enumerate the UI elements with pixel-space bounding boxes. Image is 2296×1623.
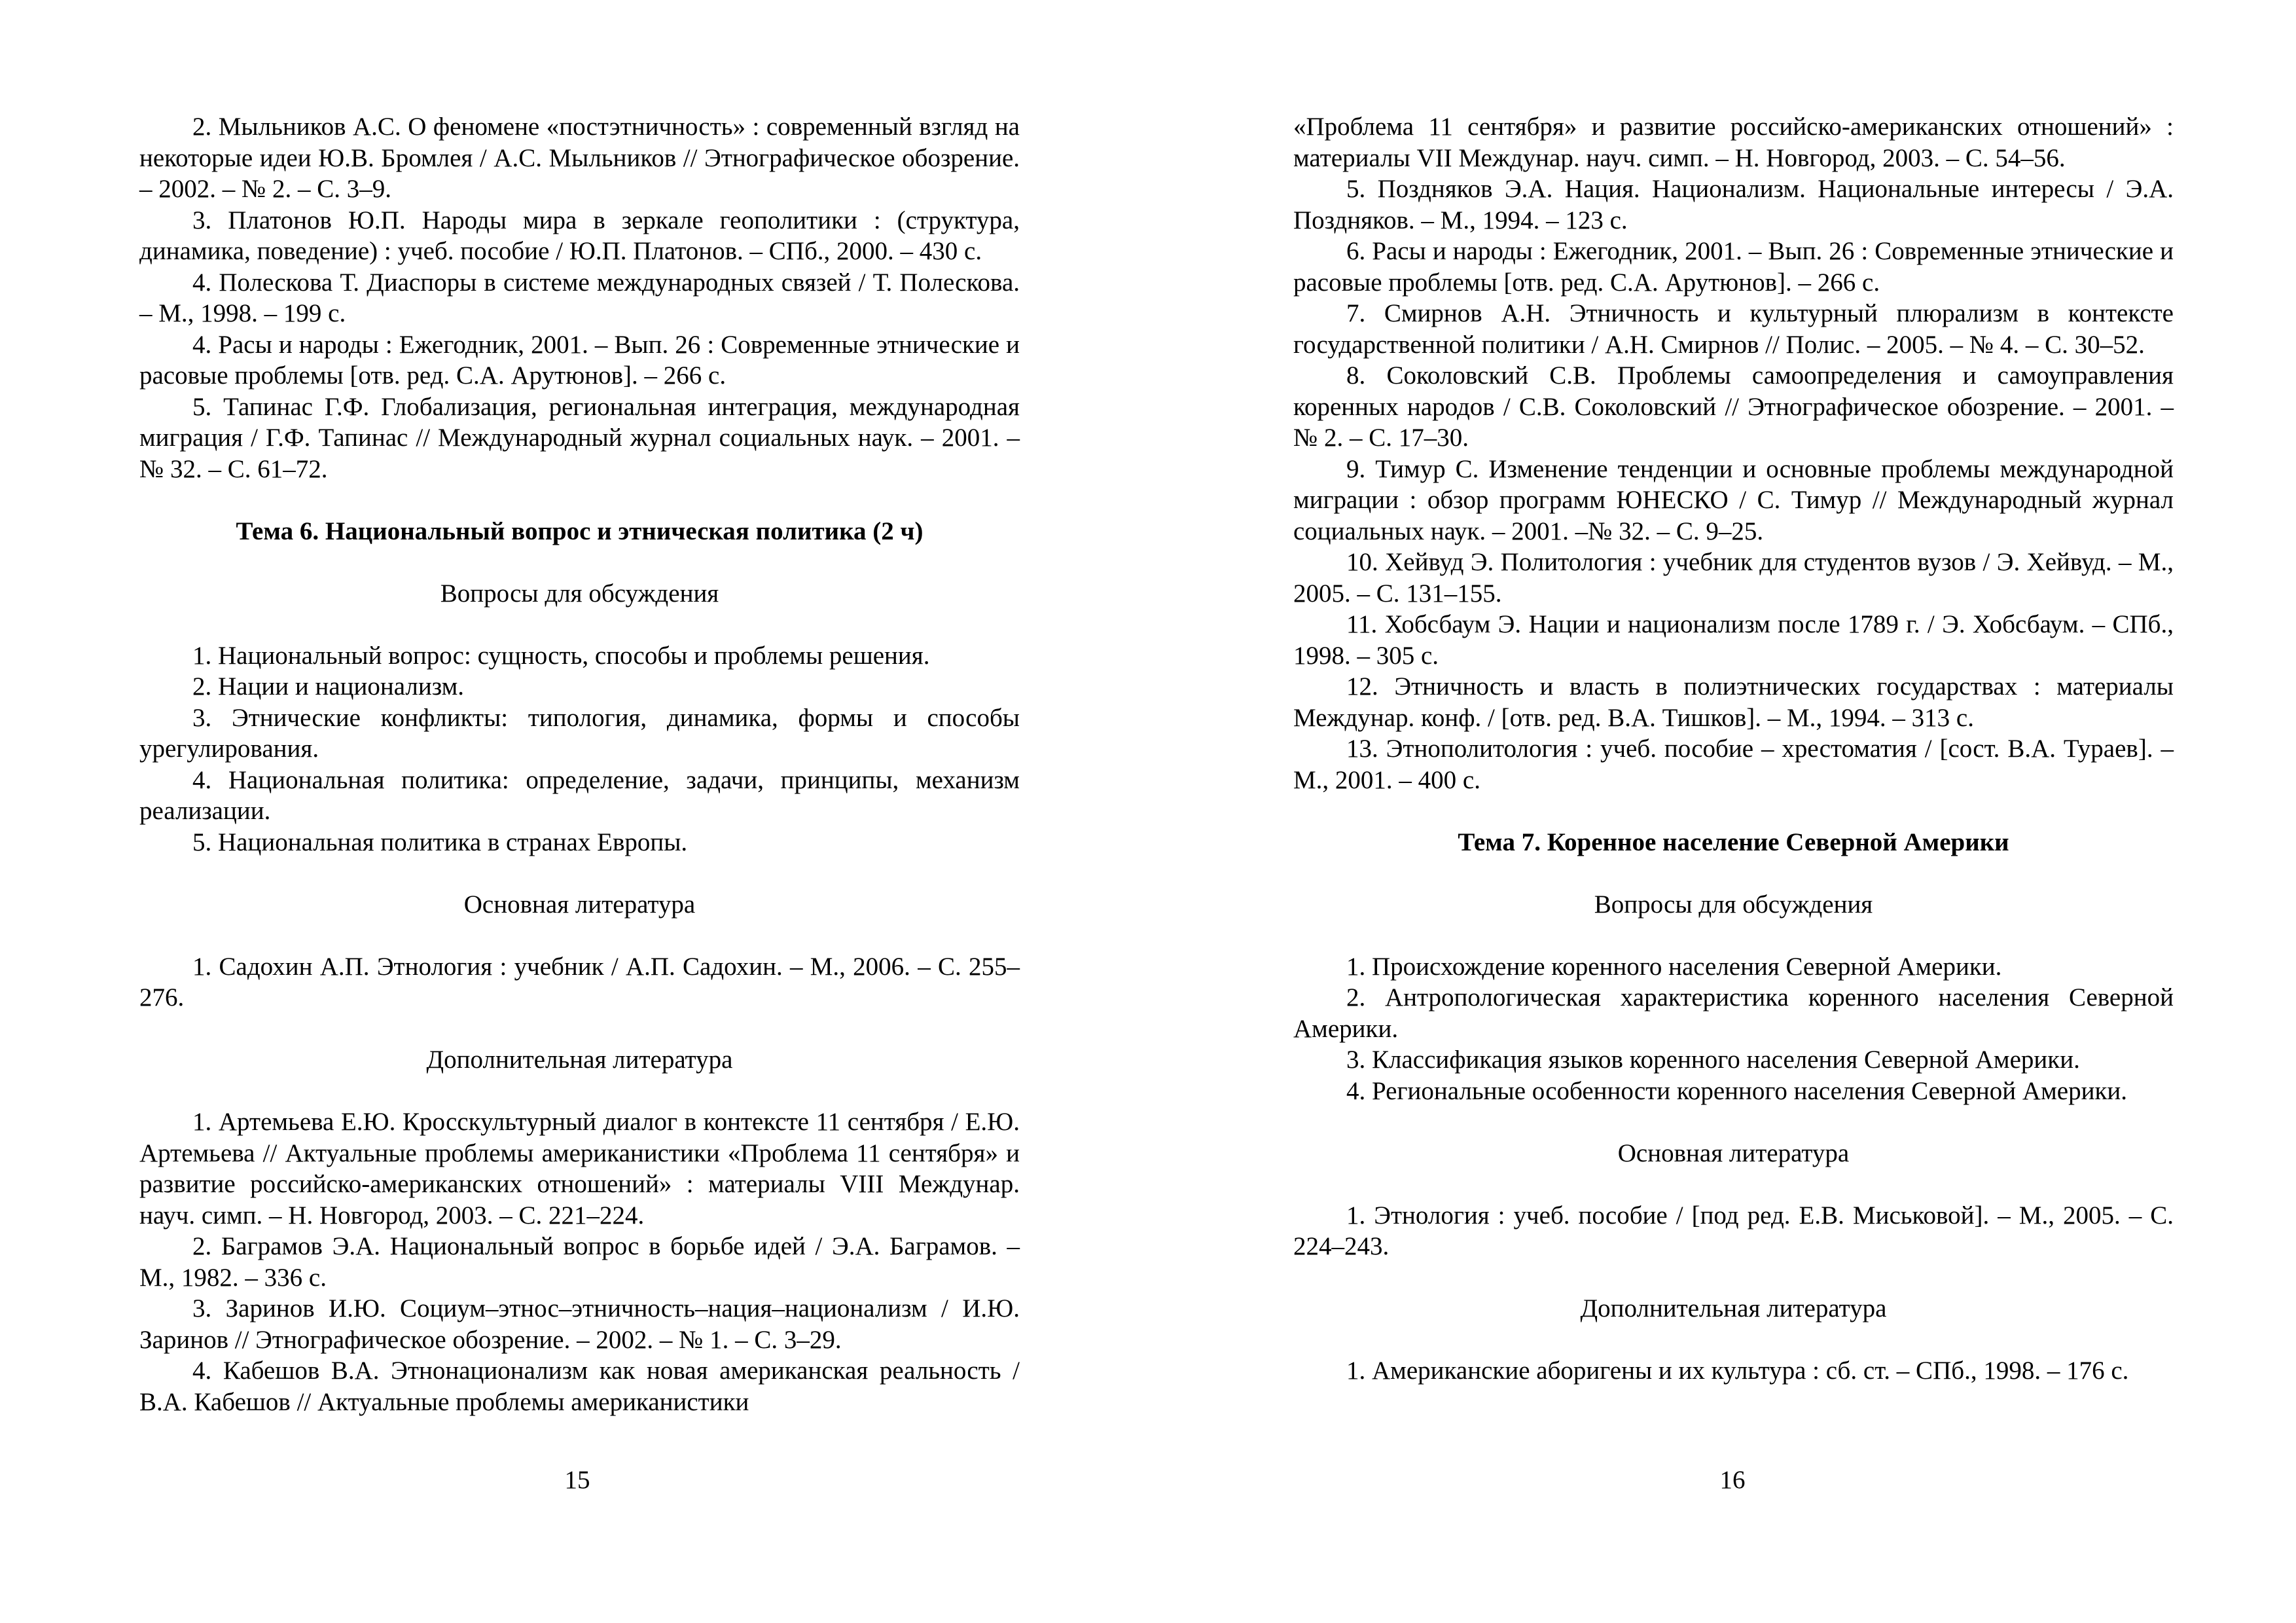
additional-literature-item: 4. Кабешов В.А. Этнонационализм как новая американская реальность / В.А. Кабешов // Актуальные проблемы американистики	[139, 1357, 1020, 1416]
question-item: 3. Этнические конфликты: типология, динамика, формы и способы урегулирования.	[139, 703, 1020, 763]
question-item: 3. Классификация языков коренного населения Северной Америки.	[1346, 1046, 2080, 1074]
question-item: 1. Национальный вопрос: сущность, способы и проблемы решения.	[192, 641, 930, 670]
reference-item: 7. Смирнов А.Н. Этничность и культурный плюрализм в контексте государственной политики / А.Н. Смирнов // Полис. – 2005. – № 4. – С. 30–52.	[1293, 299, 2174, 359]
reference-item: 12. Этничность и власть в полиэтнических государствах : материалы Междунар. конф. / [отв. ред. В.А. Тишков]. – М., 1994. – 313 с.	[1293, 672, 2174, 732]
additional-literature-item: 1. Артемьева Е.Ю. Кросскультурный диалог в контексте 11 сентября / Е.Ю. Артемьева // Актуальные проблемы американистики «Проблема 11 сентября» и развитие российско-американских отношений» : материалы VIII Междунар. науч. симп. – Н. Новгород, 2003. – С. 221–224.	[139, 1108, 1020, 1230]
page-number-right: 16	[1719, 1466, 1746, 1494]
question-item: 2. Нации и национализм.	[192, 672, 465, 701]
additional-literature-item: 3. Заринов И.Ю. Социум–этнос–этничность–нация–национализм / И.Ю. Заринов // Этнографическое обозрение. – 2002. – № 1. – С. 3–29.	[139, 1294, 1020, 1354]
reference-item: 4. Полескова Т. Диаспоры в системе международных связей / Т. Полескова. – М., 1998. – 199 с.	[139, 268, 1020, 327]
additional-literature-item: 1. Американские аборигены и их культура : сб. ст. – СПб., 1998. – 176 с.	[1346, 1357, 2129, 1385]
reference-item: 10. Хейвуд Э. Политология : учебник для студентов вузов / Э. Хейвуд. – М., 2005. – С. 131–155.	[1293, 548, 2174, 608]
reference-item: 8. Соколовский С.В. Проблемы самоопределения и самоуправления коренных народов / С.В. Соколовский // Этнографическое обозрение. – 2001. – № 2. – С. 17–30.	[1293, 361, 2174, 452]
question-item: 2. Антропологическая характеристика коренного населения Северной Америки.	[1293, 983, 2174, 1043]
reference-item: 13. Этнополитология : учеб. пособие – хрестоматия / [сост. В.А. Тураев]. – М., 2001. – 400 с.	[1293, 735, 2174, 794]
additional-literature-item: 2. Баграмов Э.А. Национальный вопрос в борьбе идей / Э.А. Баграмов. – М., 1982. – 336 с.	[139, 1232, 1020, 1292]
questions-heading: Вопросы для обсуждения	[1594, 890, 1873, 919]
reference-item: 5. Поздняков Э.А. Нация. Национализм. Национальные интересы / Э.А. Поздняков. – М., 1994. – 123 с.	[1293, 175, 2174, 234]
reference-item: 4. Расы и народы : Ежегодник, 2001. – Вып. 26 : Современные этнические и расовые проблемы [отв. ред. С.А. Арутюнов]. – 266 с.	[139, 330, 1020, 390]
main-literature-item: 1. Этнология : учеб. пособие / [под ред. Е.В. Миськовой]. – М., 2005. – С. 224–243.	[1293, 1201, 2174, 1260]
reference-continuation: «Проблема 11 сентября» и развитие российско-американских отношений» : материалы VII Междунар. науч. симп. – Н. Новгород, 2003. – С. 54–56.	[1293, 113, 2174, 172]
question-item: 5. Национальная политика в странах Европы.	[192, 828, 688, 856]
reference-item: 9. Тимур С. Изменение тенденции и основные проблемы международной миграции : обзор программ ЮНЕСКО / С. Тимур // Международный журнал социальных наук. – 2001. –№ 32. – С. 9–25.	[1293, 454, 2174, 545]
reference-item: 3. Платонов Ю.П. Народы мира в зеркале геополитики : (структура, динамика, поведение) : учеб. пособие / Ю.П. Платонов. – СПб., 2000. – 430 с.	[139, 206, 1020, 265]
topic-title: Тема 7. Коренное население Северной Америки	[1458, 828, 2009, 856]
questions-heading: Вопросы для обсуждения	[440, 579, 719, 608]
question-item: 4. Региональные особенности коренного населения Северной Америки.	[1346, 1076, 2128, 1105]
question-item: 4. Национальная политика: определение, задачи, принципы, механизм реализации.	[139, 765, 1020, 825]
reference-item: 5. Тапинас Г.Ф. Глобализация, региональная интеграция, международная миграция / Г.Ф. Тапинас // Международный журнал социальных наук. – 2001. – № 32. – С. 61–72.	[139, 392, 1020, 483]
main-literature-heading: Основная литература	[1617, 1139, 1850, 1167]
reference-item: 6. Расы и народы : Ежегодник, 2001. – Вып. 26 : Современные этнические и расовые проблемы [отв. ред. С.А. Арутюнов]. – 266 с.	[1293, 237, 2174, 297]
additional-literature-heading: Дополнительная литература	[426, 1046, 733, 1074]
main-literature-item: 1. Садохин А.П. Этнология : учебник / А.П. Садохин. – М., 2006. – С. 255–276.	[139, 952, 1020, 1012]
topic-title: Тема 6. Национальный вопрос и этническая политика (2 ч)	[236, 517, 924, 545]
additional-literature-heading: Дополнительная литература	[1580, 1294, 1887, 1322]
right-page	[1293, 111, 2174, 1387]
reference-item: 11. Хобсбаум Э. Нации и национализм после 1789 г. / Э. Хобсбаум. – СПб., 1998. – 305 с.	[1293, 610, 2174, 670]
main-literature-heading: Основная литература	[463, 890, 696, 919]
left-page	[139, 111, 1020, 1417]
question-item: 1. Происхождение коренного населения Северной Америки.	[1346, 952, 2002, 981]
page-number-left: 15	[564, 1466, 590, 1494]
reference-item: 2. Мыльников А.С. О феномене «постэтничность» : современный взгляд на некоторые идеи Ю.В. Бромлея / А.С. Мыльников // Этнографическое обозрение. – 2002. – № 2. – С. 3–9.	[139, 113, 1020, 203]
